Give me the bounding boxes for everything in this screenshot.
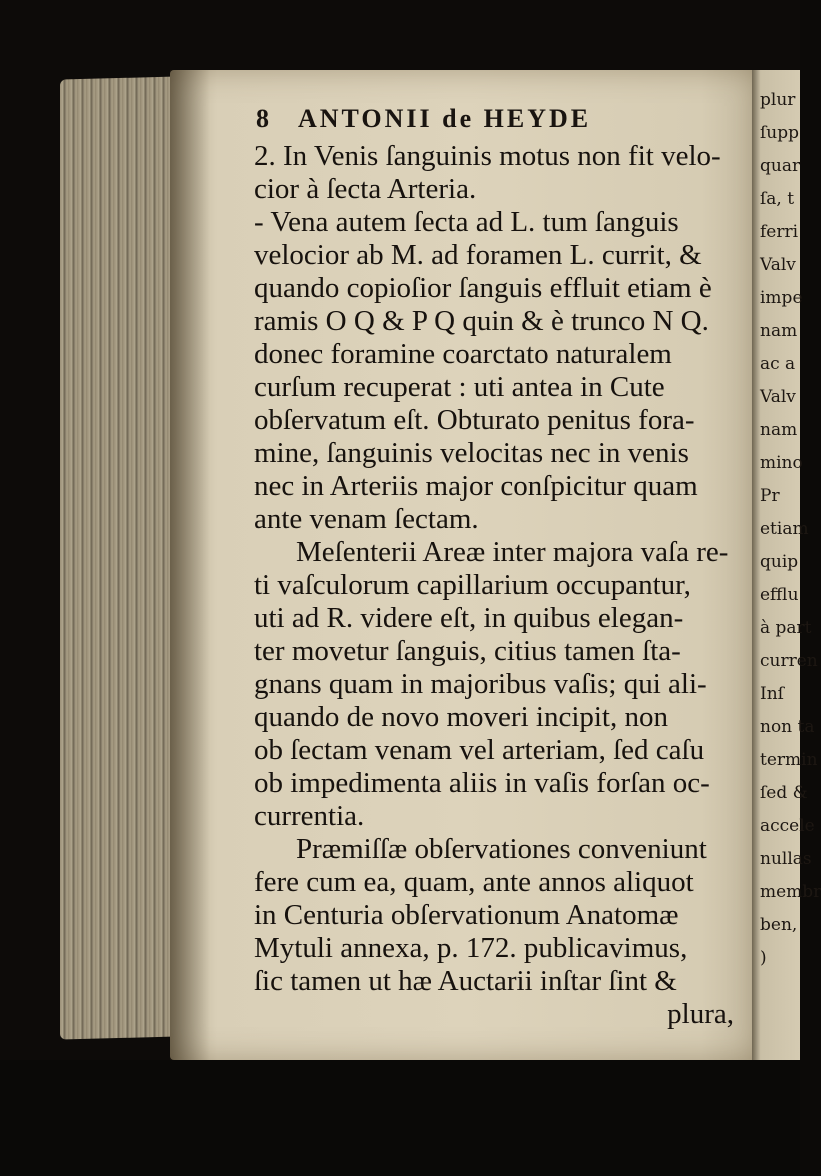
text-line: 2. In Venis ſanguinis motus non fit velo- <box>254 140 721 172</box>
binding-shadow <box>170 70 210 1060</box>
text-line: quando de novo moveri incipit, non <box>254 701 668 733</box>
text-line: quando copioſior ſanguis effluit etiam è <box>254 272 712 304</box>
text-line: currentia. <box>254 800 365 832</box>
text-line: ramis O Q & P Q quin & è trunco N Q. <box>254 305 709 337</box>
text-line: ob ſectam venam vel arteriam, ſed caſu <box>254 734 705 766</box>
adjacent-page-fragment: ac a <box>760 354 796 374</box>
text-line: Mytuli annexa, p. 172. publicavimus, <box>254 932 688 964</box>
adjacent-page-fragment: Valv <box>760 255 796 275</box>
text-line: Meſenterii Areæ inter majora vaſa re- <box>296 536 729 568</box>
adjacent-page-fragment: quar <box>760 156 801 176</box>
adjacent-page-fragment: nam <box>760 321 798 341</box>
adjacent-page-fragment: Pr <box>760 486 780 506</box>
adjacent-page-fragment: mino <box>760 453 803 473</box>
text-line: obſervatum eſt. Obturato penitus fora- <box>254 404 695 436</box>
adjacent-page-fragment: curren <box>760 651 818 671</box>
text-line: uti ad R. videre eſt, in quibus elegan- <box>254 602 684 634</box>
adjacent-page-fragment: nullas <box>760 849 812 869</box>
text-line: plura, <box>667 998 734 1030</box>
adjacent-page-fragment: ſed & <box>760 783 808 803</box>
page-number: 8 <box>256 104 272 133</box>
adjacent-page-fragment: accele <box>760 816 815 836</box>
adjacent-page-fragment: ben, <box>760 915 798 935</box>
text-line: ante venam ſectam. <box>254 503 479 535</box>
body-text <box>254 140 754 1031</box>
scan-bottom-margin <box>0 1060 800 1176</box>
adjacent-page-fragment: nam <box>760 420 798 440</box>
text-line: curſum recuperat : uti antea in Cute <box>254 371 665 403</box>
adjacent-page-fragment: membr <box>760 882 821 902</box>
adjacent-page-fragment: non ta <box>760 717 815 737</box>
text-line: Præmiſſæ obſervationes conveniunt <box>296 833 707 865</box>
text-line: velocior ab M. ad foramen L. currit, & <box>254 239 702 271</box>
text-line: cior à ſecta Arteria. <box>254 173 477 205</box>
adjacent-page-fragment: etiam <box>760 519 809 539</box>
text-line: mine, ſanguinis velocitas nec in venis <box>254 437 689 469</box>
adjacent-page-fragment: ferri <box>760 222 799 242</box>
running-title: ANTONII de HEYDE <box>298 104 592 133</box>
adjacent-page-fragment: termin <box>760 750 818 770</box>
running-header <box>256 104 756 140</box>
adjacent-page-fragment: ſa, t <box>760 189 795 209</box>
text-line: fere cum ea, quam, ante annos aliquot <box>254 866 694 898</box>
text-line: donec foramine coarctato naturalem <box>254 338 672 370</box>
text-line: nec in Arteriis major conſpicitur quam <box>254 470 698 502</box>
text-line: ti vaſculorum capillarium occupantur, <box>254 569 691 601</box>
adjacent-page-fragment: efflu <box>760 585 799 605</box>
adjacent-page-fragment: ) <box>760 948 767 968</box>
text-line: gnans quam in majoribus vaſis; qui ali- <box>254 668 707 700</box>
adjacent-page-fragment: Inſ <box>760 684 784 704</box>
text-line: - Vena autem ſecta ad L. tum ſanguis <box>254 206 679 238</box>
text-line: in Centuria obſervationum Anatomæ <box>254 899 679 931</box>
adjacent-page-fragment: ſupp <box>760 123 800 143</box>
stacked-page-edges <box>60 76 180 1039</box>
adjacent-page-fragment: Valv <box>760 387 796 407</box>
adjacent-page-edge <box>752 70 821 1070</box>
text-line: ſic tamen ut hæ Auctarii inſtar ſint & <box>254 965 677 997</box>
adjacent-page-fragment: quip <box>760 552 799 572</box>
adjacent-page-fragment: à part <box>760 618 812 638</box>
text-line: ob impedimenta aliis in vaſis forſan oc- <box>254 767 710 799</box>
adjacent-page-fragment: plur <box>760 90 796 110</box>
adjacent-page-fragment: impe <box>760 288 803 308</box>
text-line: ter movetur ſanguis, citius tamen ſta- <box>254 635 681 667</box>
